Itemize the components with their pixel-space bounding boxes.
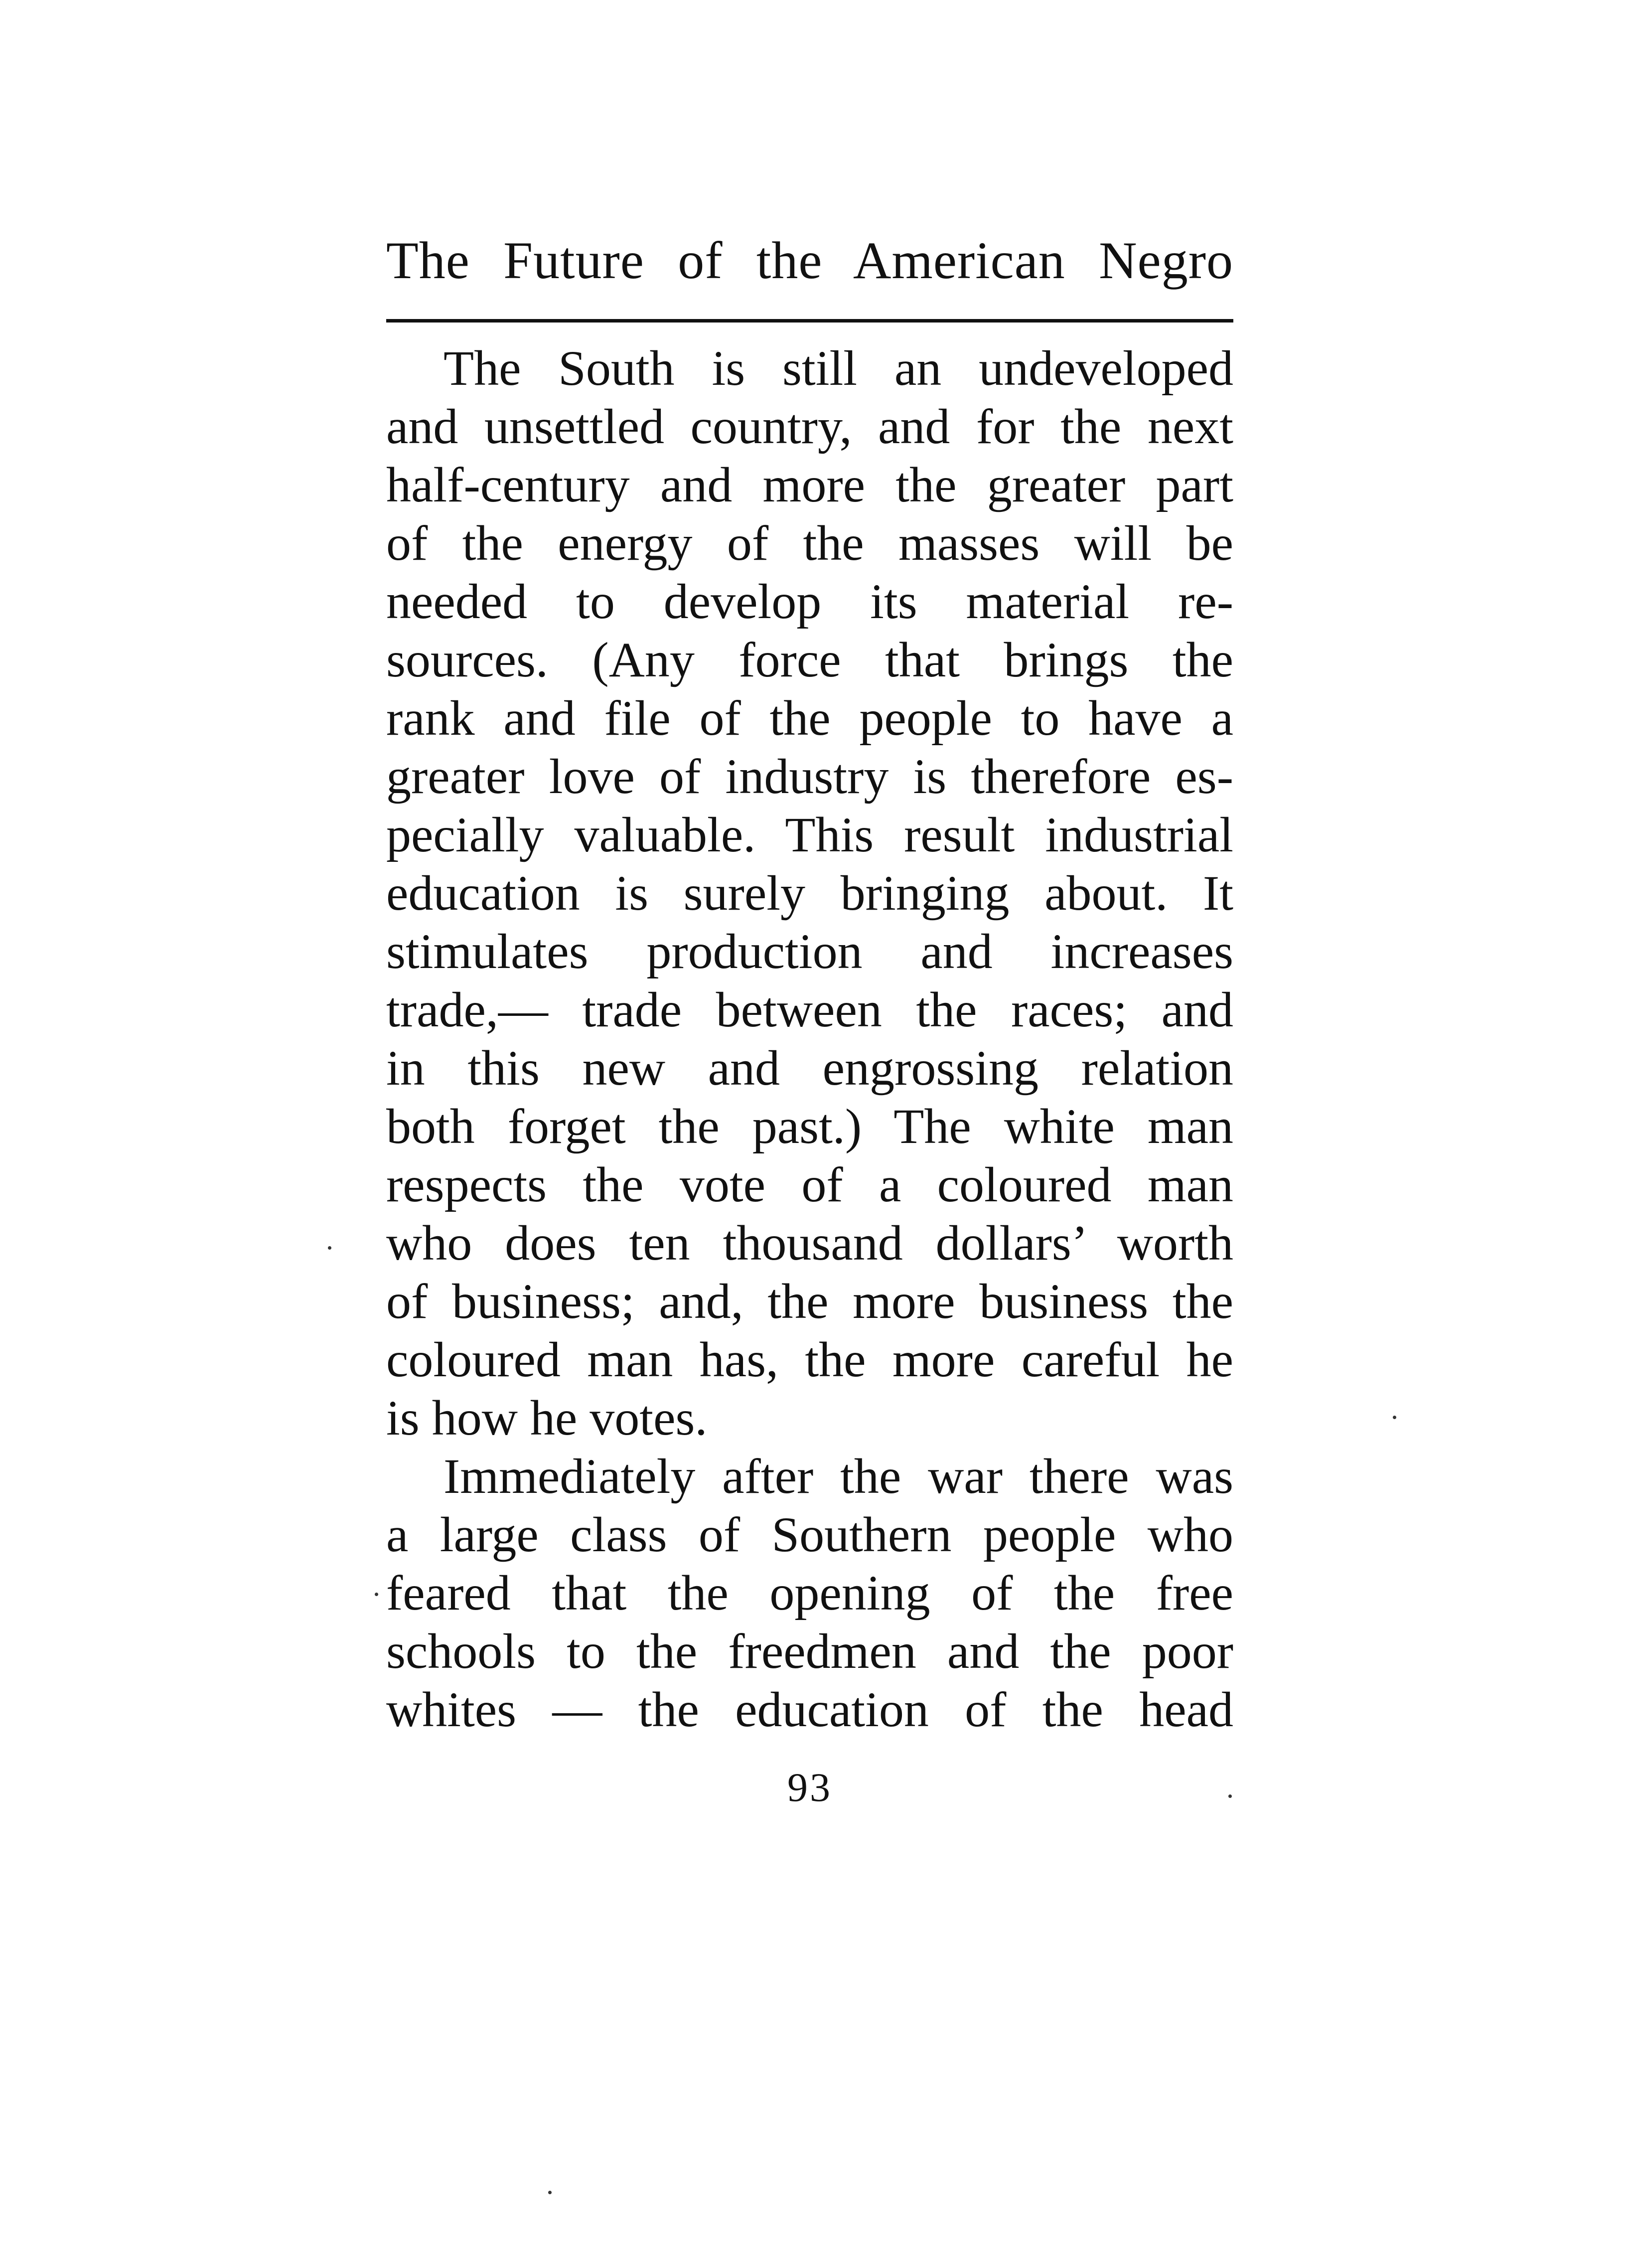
header-rule <box>386 319 1233 323</box>
text-line: coloured man has, the more careful he <box>386 1332 1233 1387</box>
text-line: needed to develop its material re- <box>386 574 1233 629</box>
scan-speck <box>328 1246 331 1250</box>
text-line: feared that the opening of the free <box>386 1565 1233 1620</box>
page-number: 93 <box>787 1765 832 1810</box>
scan-speck <box>548 2191 552 2194</box>
text-line: The South is still an undeveloped <box>444 340 1233 396</box>
text-line: whites — the education of the head <box>386 1682 1233 1737</box>
text-line: of business; and, the more business the <box>386 1274 1233 1329</box>
scan-speck <box>1228 1794 1232 1798</box>
paragraph-1 <box>386 339 1233 1447</box>
text-line: both forget the past.) The white man <box>386 1099 1233 1154</box>
text-line: in this new and engrossing relation <box>386 1040 1233 1096</box>
text-line: half-century and more the greater part <box>386 457 1233 512</box>
text-line: is how he votes. <box>386 1390 708 1446</box>
scan-speck <box>1393 1416 1396 1419</box>
paragraph-2 <box>386 1447 1233 1739</box>
text-line: a large class of Southern people who <box>386 1507 1233 1562</box>
text-line: respects the vote of a coloured man <box>386 1157 1233 1212</box>
text-line: schools to the freedmen and the poor <box>386 1623 1233 1679</box>
body-text <box>386 339 1233 1739</box>
text-line: rank and file of the people to have a <box>386 690 1233 746</box>
text-line: pecially valuable. This result industrial <box>386 807 1233 862</box>
text-line: trade,— trade between the races; and <box>386 982 1233 1037</box>
running-head: The Future of the American Negro <box>386 231 1233 290</box>
text-line: who does ten thousand dollars’ worth <box>386 1215 1233 1271</box>
text-line: of the energy of the masses will be <box>386 515 1233 571</box>
text-line: and unsettled country, and for the next <box>386 399 1233 454</box>
text-line: stimulates production and increases <box>386 924 1233 979</box>
text-line: sources. (Any force that brings the <box>386 632 1233 687</box>
text-line: education is surely bringing about. It <box>386 865 1233 921</box>
text-line: greater love of industry is therefore es- <box>386 749 1233 804</box>
text-line: Immediately after the war there was <box>444 1449 1233 1504</box>
scan-speck <box>375 1593 378 1596</box>
